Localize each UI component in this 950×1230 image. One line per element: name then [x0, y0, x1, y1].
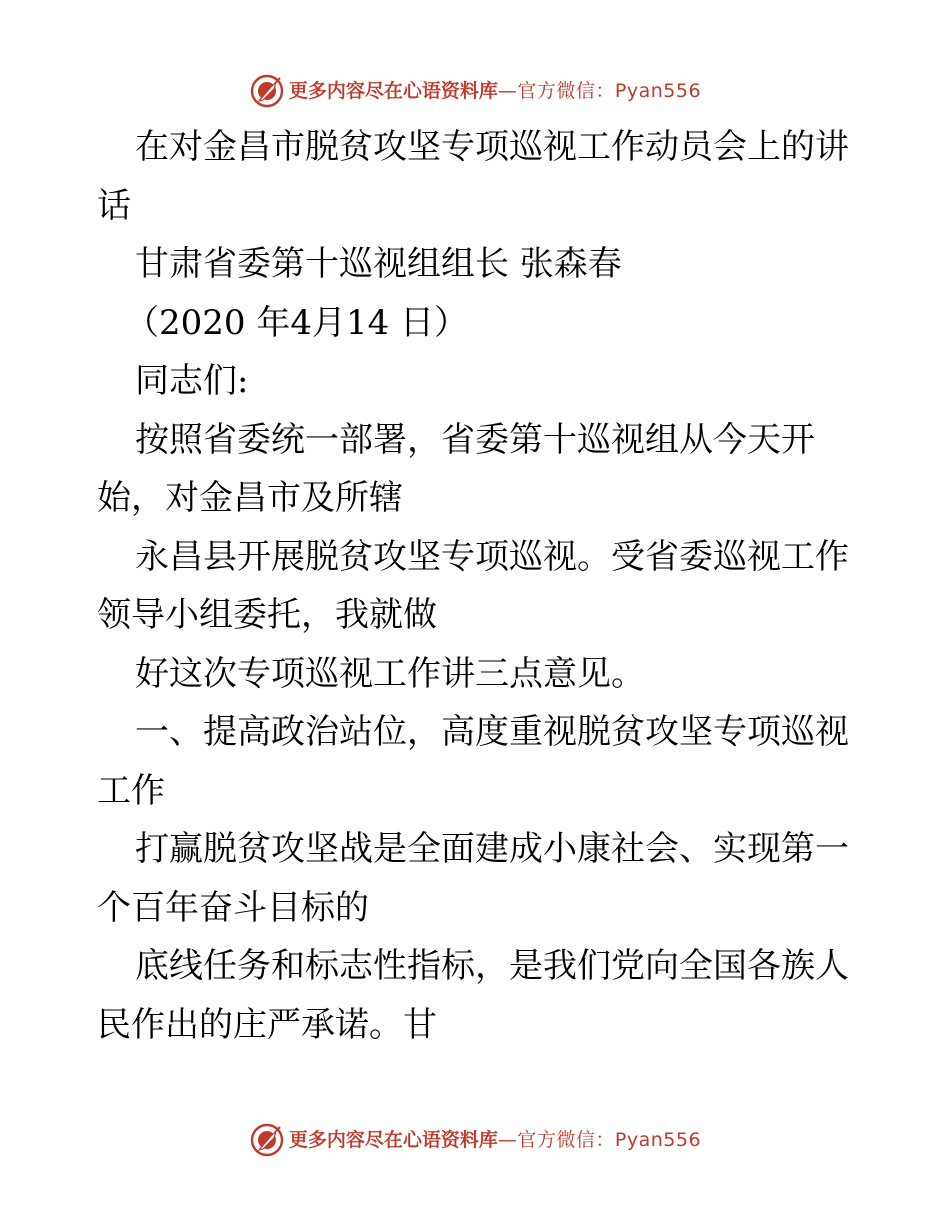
section-heading-1: 一、提高政治站位，高度重视脱贫攻坚专项巡视工作: [97, 712, 849, 811]
banner-main-text: 更多内容尽在心语资料库: [288, 1128, 498, 1151]
document-title: 在对金昌市脱贫攻坚专项巡视工作动员会上的讲话: [97, 127, 849, 226]
header-banner: [0, 71, 950, 111]
banner-sub-text: —官方微信：Pyan556: [497, 79, 702, 102]
quill-pen-circle-icon: [249, 73, 285, 109]
paragraph-1b: 永昌县开展脱贫攻坚专项巡视。受省委巡视工作领导小组委托，我就做: [97, 536, 849, 635]
paragraph-2a: 打赢脱贫攻坚战是全面建成小康社会、实现第一个百年奋斗目标的: [97, 829, 849, 928]
speaker-line: 甘肃省委第十巡视组组长 张森春: [135, 244, 622, 284]
footer-banner: [0, 1120, 950, 1160]
quill-pen-circle-icon: [249, 1122, 285, 1158]
paragraph-1c: 好这次专项巡视工作讲三点意见。: [135, 653, 645, 694]
paragraph-2b: 底线任务和标志性指标，是我们党向全国各族人民作出的庄严承诺。甘: [97, 946, 849, 1045]
document-body: [97, 118, 857, 1054]
paragraph-1a: 按照省委统一部署，省委第十巡视组从今天开始，对金昌市及所辖: [97, 419, 815, 518]
banner-sub-text: —官方微信：Pyan556: [497, 1128, 702, 1151]
date-line: （2020 年4月14 日）: [125, 302, 469, 343]
salutation: 同志们:: [135, 361, 249, 401]
banner-main-text: 更多内容尽在心语资料库: [288, 79, 498, 102]
